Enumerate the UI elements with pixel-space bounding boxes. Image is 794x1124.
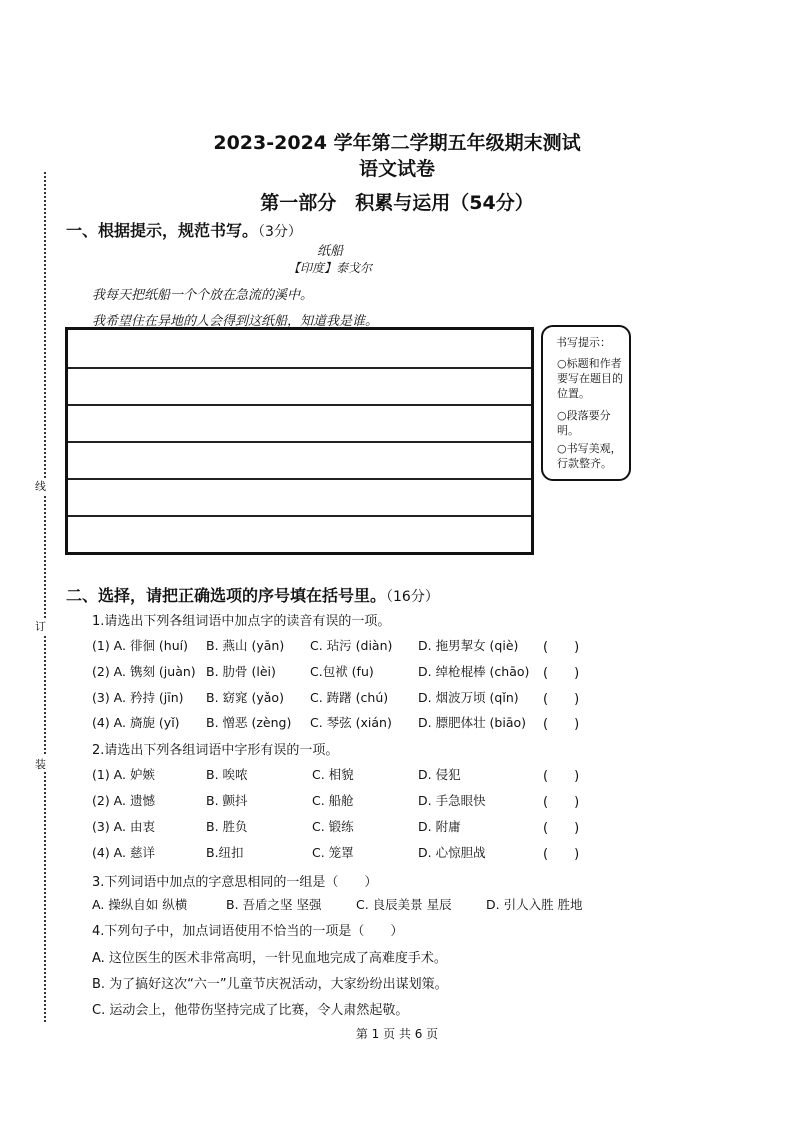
q2-row4-c: C. 笼罩 [312,845,354,860]
q2-row4-answer[interactable]: ( ) [543,847,580,862]
margin-mark-xian: 线 [35,480,46,493]
q1-row3-a: (3) A. 矜持 (jīn) [92,690,184,705]
margin-mark-ding: 订 [35,620,46,633]
q2-row3-d: D. 附庸 [418,819,461,834]
writing-tip-1: ○标题和作者要写在题目的位置。 [557,357,623,400]
q4-stem: 4.下列句子中，加点词语使用不恰当的一项是（ ） [92,924,404,939]
q2-row1-d: D. 侵犯 [418,767,461,782]
poem-author: 【印度】泰戈尔 [287,261,372,275]
q1-row4-answer[interactable]: ( ) [543,717,580,732]
writing-tip-2: ○段落要分明。 [557,409,611,437]
q1-row1-d: D. 拖男挈女 (qiè) [418,638,519,653]
q2-row3-answer[interactable]: ( ) [543,821,580,836]
q3-option-d: D. 引人入胜 胜地 [486,897,583,912]
q2-row2-d: D. 手急眼快 [418,793,486,808]
q2-row1-b: B. 唉哝 [206,767,248,782]
q1-row2-c: C.包袱 (fu) [310,664,374,679]
q2-row3-c: C. 锻练 [312,819,354,834]
section1-heading [66,218,302,241]
q1-row2-answer[interactable]: ( ) [543,666,580,681]
q1-row3-answer[interactable]: ( ) [543,692,580,707]
q1-row3-d: D. 烟波万顷 (qǐn) [418,690,519,705]
writing-tip-3: ○书写美观，行款整齐。 [557,442,622,470]
q2-row1-answer[interactable]: ( ) [543,769,580,784]
q2-row2-b: B. 颤抖 [206,793,248,808]
q2-row1-a: (1) A. 妒嫉 [92,767,155,782]
q1-row4-c: C. 琴弦 (xián) [310,715,392,730]
q4-option-c: C. 运动会上，他带伤坚持完成了比赛，令人肃然起敬。 [92,1003,409,1018]
q2-stem: 2.请选出下列各组词语中字形有误的一项。 [92,743,339,758]
margin-mark-zhuang: 装 [35,758,46,771]
q2-row3-b: B. 胜负 [206,819,248,834]
section1-heading-text: 一、根据提示，规范书写。 [66,221,259,240]
q2-row3-a: (3) A. 由衷 [92,819,155,834]
writing-box[interactable] [65,327,534,555]
writing-tips-title: 书写提示： [556,336,611,349]
writing-tips-box [541,325,631,481]
q2-row4-d: D. 心惊胆战 [418,845,486,860]
section1-points: （3分） [258,224,302,240]
q3-option-c: C. 良辰美景 星辰 [356,897,452,912]
section2-heading-text: 二、选择，请把正确选项的序号填在括号里。 [66,586,387,605]
q1-row1-b: B. 燕山 (yān) [206,638,285,653]
poem-line-2: 我希望住在异地的人会得到这纸船，知道我是谁。 [92,314,379,329]
q3-option-a: A. 操纵自如 纵横 [92,897,188,912]
section2-points: （16分） [386,589,439,605]
q3-option-b: B. 吾盾之坚 坚强 [226,897,322,912]
q2-row1-c: C. 相貌 [312,767,354,782]
writing-line [68,404,531,406]
writing-line [68,478,531,480]
poem-title: 纸船 [316,244,343,259]
part-title: 第一部分 积累与运用（54分） [260,192,534,214]
q4-option-b: B. 为了搞好这次“六一”儿童节庆祝活动，大家纷纷出谋划策。 [92,977,448,992]
poem-line-1: 我每天把纸船一个个放在急流的溪中。 [92,288,314,303]
q2-row2-c: C. 船舱 [312,793,354,808]
q1-row2-b: B. 肋骨 (lèi) [206,664,276,679]
binding-margin-line [44,172,46,1022]
q1-row1-c: C. 玷污 (diàn) [310,638,393,653]
q1-row3-b: B. 窈窕 (yǎo) [206,690,284,705]
writing-line [68,515,531,517]
q4-option-a: A. 这位医生的医术非常高明，一针见血地完成了高难度手术。 [92,951,447,966]
writing-line [68,441,531,443]
q1-row4-d: D. 膘肥体壮 (biāo) [418,715,527,730]
q1-row4-a: (4) A. 旖旎 (yǐ) [92,715,180,730]
q3-stem: 3.下列词语中加点的字意思相同的一组是（ ） [92,875,378,890]
q1-row3-c: C. 踌躇 (chú) [310,690,389,705]
q2-row2-a: (2) A. 遗憾 [92,793,155,808]
q1-row1-answer[interactable]: ( ) [543,640,580,655]
q1-row4-b: B. 憎恶 (zèng) [206,715,292,730]
q1-stem: 1.请选出下列各组词语中加点字的读音有误的一项。 [92,614,391,629]
q1-row1-a: (1) A. 徘徊 (huí) [92,638,189,653]
q1-row2-a: (2) A. 镌刻 (juàn) [92,664,196,679]
exam-title: 2023-2024 学年第二学期五年级期末测试 [213,132,581,154]
writing-line [68,367,531,369]
exam-subtitle: 语文试卷 [358,158,435,180]
section2-heading [66,583,439,606]
q2-row2-answer[interactable]: ( ) [543,795,580,810]
q1-row2-d: D. 绰枪棍棒 (chāo) [418,664,530,679]
page-footer: 第 1 页 共 6 页 [355,1027,439,1041]
q2-row4-a: (4) A. 慈详 [92,845,155,860]
q2-row4-b: B.纽扣 [206,845,244,860]
